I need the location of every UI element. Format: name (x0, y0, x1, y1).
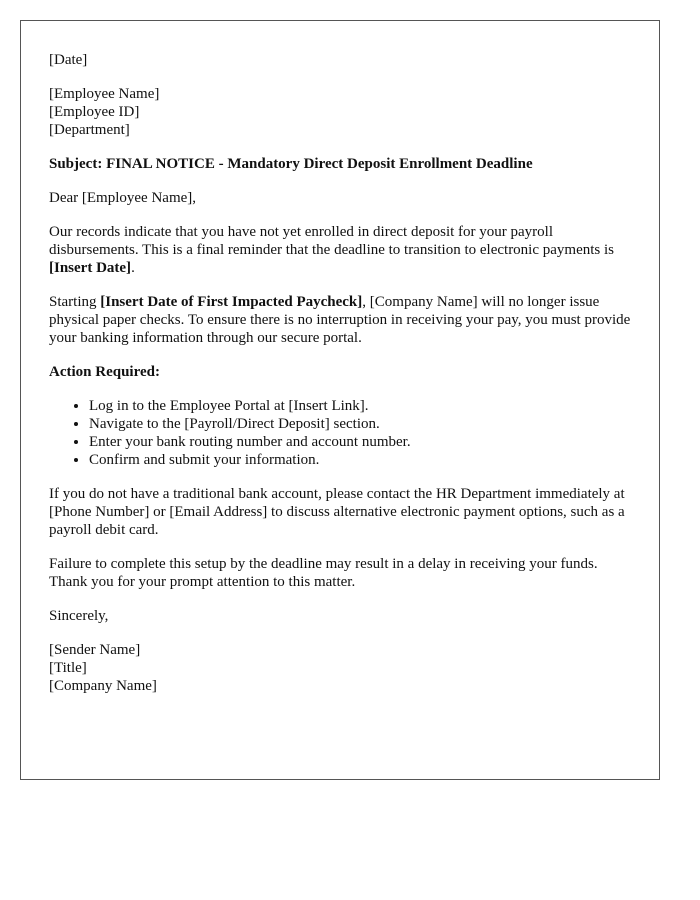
paragraph-paper-checks-rest: , [Company Name] will no longer issue physical paper checks. To ensure there is no interruption in receiving your pay, you must provide your banking information through our secure portal. (49, 294, 631, 346)
deadline-date: [Insert Date] (49, 260, 132, 276)
sender-title: [Title] (49, 660, 87, 676)
letter-date: [Date] (49, 52, 88, 68)
action-list (49, 397, 631, 469)
paragraph-paper-checks-start: Starting (49, 294, 101, 310)
sender-company: [Company Name] (49, 678, 157, 694)
subject-text: FINAL NOTICE - Mandatory Direct Deposit Enrollment Deadline (106, 156, 533, 172)
action-item: • Navigate to the [Payroll/Direct Deposit] section. (89, 415, 631, 433)
paragraph-alternative: If you do not have a traditional bank account, please contact the HR Department immediately at [Phone Number] or [Email Address] to discuss alternative electronic payment options, such as a payroll debit card. (49, 486, 625, 538)
paragraph-deadline-end: . (131, 260, 135, 276)
subject-label: Subject: (49, 156, 103, 172)
action-item: • Enter your bank routing number and account number. (89, 433, 631, 451)
closing: Sincerely, (49, 608, 109, 624)
recipient-department: [Department] (49, 122, 130, 138)
recipient-block (49, 85, 631, 139)
recipient-name: [Employee Name] (49, 86, 160, 102)
salutation: Dear [Employee Name], (49, 190, 197, 206)
subject-line (49, 155, 631, 173)
paragraph-deadline-text: Our records indicate that you have not yet enrolled in direct deposit for your payroll disbursements. This is a final reminder that the deadline to transition to electronic payments is (49, 224, 615, 258)
action-item: • Log in to the Employee Portal at [Insert Link]. (89, 397, 631, 415)
paragraph-paper-checks (49, 293, 631, 347)
first-impacted-paycheck: [Insert Date of First Impacted Paycheck] (100, 294, 363, 310)
action-item: • Confirm and submit your information. (89, 451, 631, 469)
letter-page (20, 20, 660, 780)
paragraph-deadline (49, 223, 631, 277)
paragraph-failure: Failure to complete this setup by the deadline may result in a delay in receiving your funds. Thank you for your prompt attention to this matter. (49, 556, 598, 590)
sender-block (49, 641, 631, 695)
action-heading (49, 363, 631, 381)
recipient-id: [Employee ID] (49, 104, 140, 120)
action-heading-text: Action Required: (49, 364, 160, 380)
sender-name: [Sender Name] (49, 642, 141, 658)
